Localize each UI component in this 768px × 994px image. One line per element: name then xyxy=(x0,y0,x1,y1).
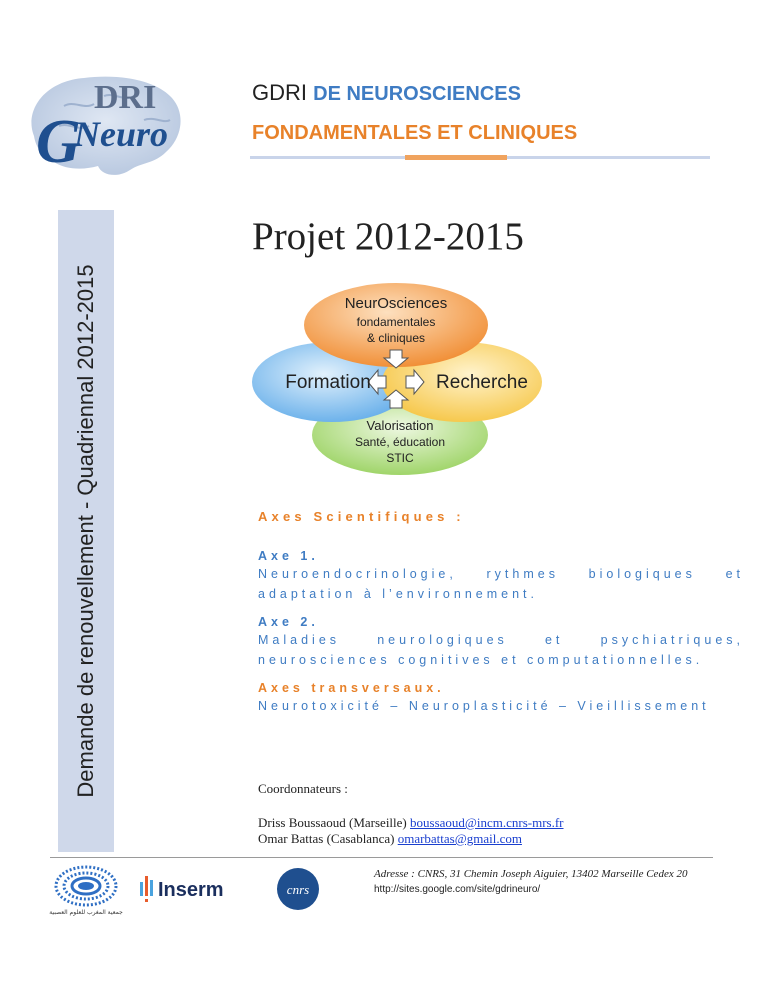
diagram-bottom-line3: STIC xyxy=(386,451,414,465)
axe1-word: Neuroendocrinologie, xyxy=(258,567,457,581)
axe3-heading: Axes transversaux. xyxy=(258,681,445,695)
footer-url: http://sites.google.com/site/gdrineuro/ xyxy=(374,884,541,895)
svg-text:Neuro: Neuro xyxy=(74,114,169,154)
header-title-line1 xyxy=(252,80,521,106)
side-label: Demande de renouvellement - Quadriennal 2012-2015 xyxy=(73,264,98,798)
footer-rule xyxy=(50,857,713,858)
project-diagram xyxy=(250,280,542,478)
page-title: Projet 2012-2015 xyxy=(252,215,524,258)
coordinator-2-email[interactable]: omarbattas@gmail.com xyxy=(397,831,522,846)
gdri-neuro-logo xyxy=(14,66,194,194)
svg-text:DRI: DRI xyxy=(94,79,157,116)
coordinators-label: Coordonnateurs : xyxy=(258,781,348,796)
coordinator-1-email[interactable]: boussaoud@incm.cnrs-mrs.fr xyxy=(410,815,564,830)
footer-address: Adresse : CNRS, 31 Chemin Joseph Aiguier, 13402 Marseille Cedex 20 xyxy=(374,868,688,880)
coordinator-1 xyxy=(258,815,564,831)
coordinator-2 xyxy=(258,831,522,847)
svg-text:جمعية المغرب للعلوم العصبية: جمعية المغرب للعلوم العصبية xyxy=(49,909,123,916)
header-rule-accent xyxy=(405,155,507,160)
axe1-line1 xyxy=(258,564,744,585)
axes-title: Axes Scientifiques : xyxy=(258,509,465,524)
axe2-line1 xyxy=(258,630,744,651)
svg-text:Inserm: Inserm xyxy=(158,879,224,901)
cnrs-logo xyxy=(274,866,322,912)
axe1-word: et xyxy=(725,567,744,581)
moroccan-society-logo xyxy=(40,862,132,918)
axe1-line2: adaptation à l’environnement. xyxy=(258,587,539,601)
header-title-line2: FONDAMENTALES ET CLINIQUES xyxy=(252,122,578,144)
diagram-top-line2: fondamentales xyxy=(356,315,436,329)
axe2-word: neurologiques xyxy=(377,633,508,647)
diagram-right-label: Recherche xyxy=(436,372,528,393)
axe3-line1: Neurotoxicité – Neuroplasticité – Vieillissement xyxy=(258,699,710,713)
axe1-word: biologiques xyxy=(588,567,696,581)
svg-text:G: G xyxy=(36,108,81,176)
axe1-word: rythmes xyxy=(486,567,559,581)
axe2-word: et xyxy=(544,633,564,647)
coordinator-2-name: Omar Battas (Casablanca) xyxy=(258,831,398,846)
inserm-logo xyxy=(138,872,236,908)
axe2-line2: neurosciences cognitives et computationnelles. xyxy=(258,653,704,667)
diagram-bottom-title: Valorisation xyxy=(366,418,434,433)
axe2-word: psychiatriques, xyxy=(600,633,744,647)
header-gdri: GDRI xyxy=(252,80,307,105)
diagram-top-title: NeurOsciences xyxy=(344,295,448,312)
axe2-word: Maladies xyxy=(258,633,341,647)
coordinator-1-name: Driss Boussaoud (Marseille) xyxy=(258,815,411,830)
diagram-bottom-line2: Santé, éducation xyxy=(354,435,446,449)
diagram-left-label: Formation xyxy=(285,372,371,393)
svg-text:cnrs: cnrs xyxy=(286,882,310,897)
axe1-heading: Axe 1. xyxy=(258,549,319,563)
header-neurosciences: DE NEUROSCIENCES xyxy=(313,83,521,105)
axe2-heading: Axe 2. xyxy=(258,615,319,629)
diagram-top-line3: & cliniques xyxy=(366,331,426,345)
